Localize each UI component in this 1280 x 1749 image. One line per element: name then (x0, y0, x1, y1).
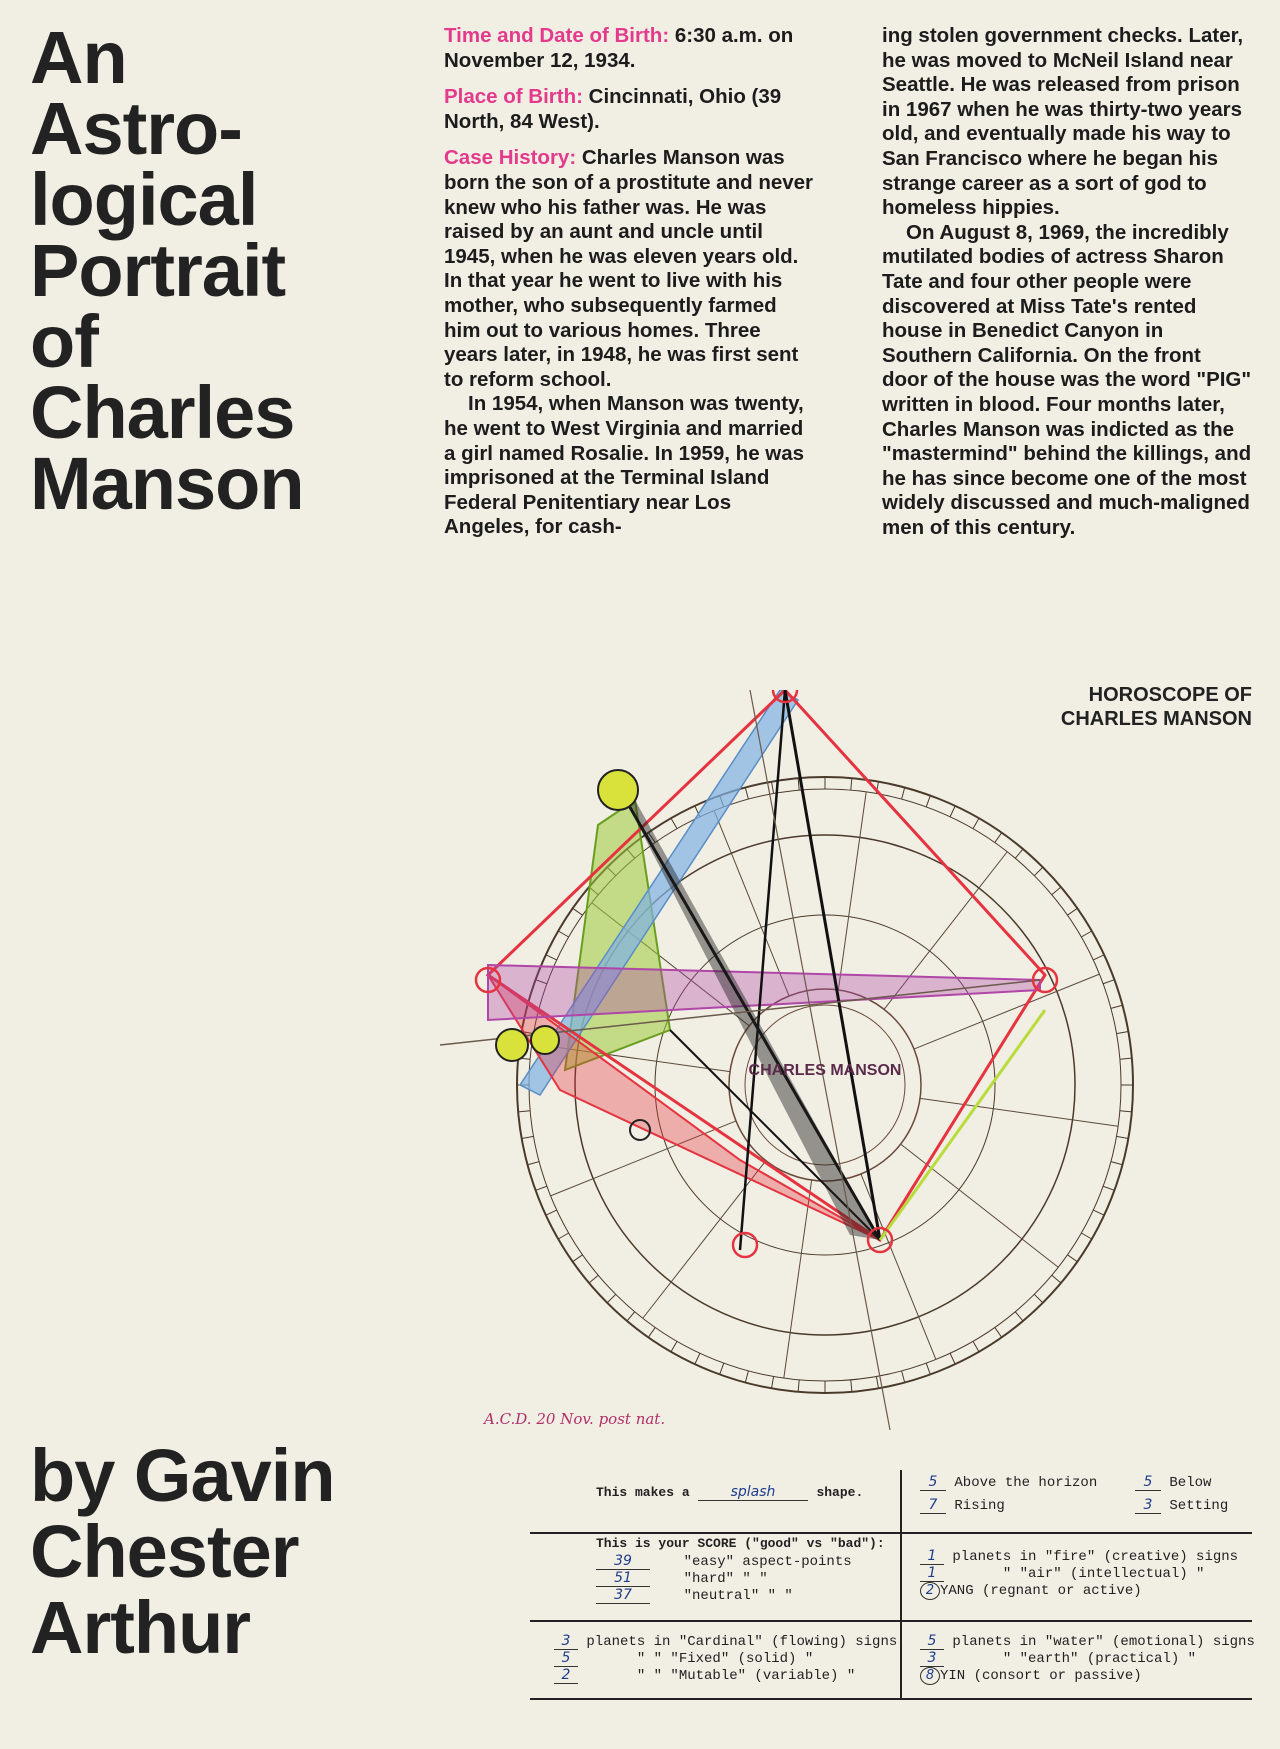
birth-place-value: Cincinnati, Ohio (39 North, 84 West). (444, 85, 782, 133)
case-history-label: Case History: (444, 146, 577, 170)
score-block (596, 1536, 885, 1604)
neutral-value: 37 (596, 1587, 650, 1604)
modality-block (554, 1633, 897, 1684)
below-block (1135, 1474, 1228, 1514)
air-label: " "air" (intellectual) " (1002, 1566, 1205, 1582)
easy-label: "easy" aspect-points (683, 1554, 852, 1570)
birth-time-paragraph (444, 24, 814, 73)
column2-paragraph-2: On August 8, 1969, the incredibly mutilated bodies of actress Sharon Tate and four other people were discovered at Miss Tate's rented house in Benedict Canyon in Southern California. On the front door of the house was the word "PIG" written in blood. Four months later, Charles Manson was indicted as the "mastermind" behind the killings, and he has since become one of the most widely discussed and much-maligned men of this century. (882, 220, 1252, 539)
chart-center-label: CHARLES MANSON (748, 1062, 902, 1079)
article-title (30, 16, 400, 525)
horizon-block (920, 1474, 1097, 1514)
horoscope-heading-line: CHARLES MANSON (1060, 708, 1252, 730)
water-label: planets in "water" (emotional) signs (952, 1634, 1255, 1650)
shape-row (596, 1484, 863, 1501)
setting-value: 3 (1135, 1497, 1161, 1514)
case-history-text: Charles Manson was born the son of a prostitute and never knew who his father was. He was raised by an aunt and uncle until 1945, when he was eleven years old. In that year he went to live with his mother, who subsequently farmed him out to various homes. Three years later, in 1948, he was first sent to reform school. (444, 146, 814, 391)
shape-value: splash (698, 1484, 808, 1501)
yang-label: YANG (regnant or active) (940, 1583, 1142, 1599)
byline-line: Chester (30, 1510, 299, 1593)
score-table (530, 1470, 1255, 1700)
hard-value: 51 (596, 1570, 650, 1587)
yin-value: 8 (920, 1667, 940, 1685)
title-line: Manson (30, 442, 304, 525)
air-value: 1 (920, 1565, 944, 1582)
byline-line: Arthur (30, 1586, 251, 1669)
cardinal-value: 3 (554, 1633, 578, 1650)
horoscope-heading-line: HOROSCOPE OF (1088, 684, 1252, 706)
yang-value: 2 (920, 1582, 940, 1600)
setting-label: Setting (1169, 1498, 1229, 1514)
birth-time-label: Time and Date of Birth: (444, 24, 670, 47)
earth-value: 3 (920, 1650, 944, 1667)
title-line: logical (30, 158, 258, 241)
title-line: An (30, 16, 127, 99)
case-history-paragraph-2: In 1954, when Manson was twenty, he went to West Virginia and married a girl named Rosalie. In 1959, he was imprisoned at the Terminal Island Federal Penitentiary near Los Angeles, for cash- (444, 392, 805, 539)
shape-prefix: This makes a (596, 1485, 690, 1500)
yin-label: YIN (consort or passive) (940, 1668, 1142, 1684)
mutable-label: " " "Mutable" (variable) " (636, 1668, 856, 1684)
easy-value: 39 (596, 1553, 650, 1570)
fire-value: 1 (920, 1548, 944, 1565)
cardinal-label: planets in "Cardinal" (flowing) signs (586, 1634, 898, 1650)
author-byline (30, 1434, 410, 1669)
below-value: 5 (1135, 1474, 1161, 1491)
title-line: of (30, 300, 98, 383)
score-heading: This is your SCORE ("good" vs "bad"): (596, 1536, 885, 1551)
birth-place-label: Place of Birth: (444, 85, 583, 109)
title-line: Astro- (30, 87, 242, 170)
rising-label: Rising (954, 1498, 1005, 1514)
birth-time-value: 6:30 a.m. on November 12, 1934. (444, 24, 794, 72)
chart-signature: A.C.D. 20 Nov. post nat. (484, 1410, 666, 1428)
fixed-label: " " "Fixed" (solid) " (636, 1651, 814, 1667)
title-line: Portrait (30, 229, 286, 312)
horoscope-chart (440, 690, 1180, 1430)
below-label: Below (1169, 1475, 1212, 1491)
above-value: 5 (920, 1474, 946, 1491)
rising-value: 7 (920, 1497, 946, 1514)
earth-label: " "earth" (practical) " (1002, 1651, 1197, 1667)
fire-label: planets in "fire" (creative) signs (952, 1549, 1239, 1565)
element-block-2 (920, 1633, 1255, 1684)
text-column-1 (444, 24, 814, 540)
neutral-label: "neutral" " " (683, 1588, 793, 1604)
element-block-1 (920, 1548, 1238, 1599)
title-line: Charles (30, 371, 295, 454)
above-label: Above the horizon (954, 1475, 1098, 1491)
shape-suffix: shape. (816, 1485, 864, 1500)
hard-label: "hard" " " (683, 1571, 768, 1587)
mutable-value: 2 (554, 1667, 578, 1684)
water-value: 5 (920, 1633, 944, 1650)
text-column-2 (882, 24, 1252, 540)
fixed-value: 5 (554, 1650, 578, 1667)
byline-line: by Gavin (30, 1434, 335, 1517)
birth-place-paragraph (444, 85, 814, 134)
case-history-paragraph (444, 146, 814, 392)
column2-paragraph-1: ing stolen government checks. Later, he was moved to McNeil Island near Seattle. He was released from prison in 1967 when he was thirty-two years old, and eventually made his way to San Francisco where he began his strange career as a sort of god to homeless hippies. (882, 24, 1244, 220)
